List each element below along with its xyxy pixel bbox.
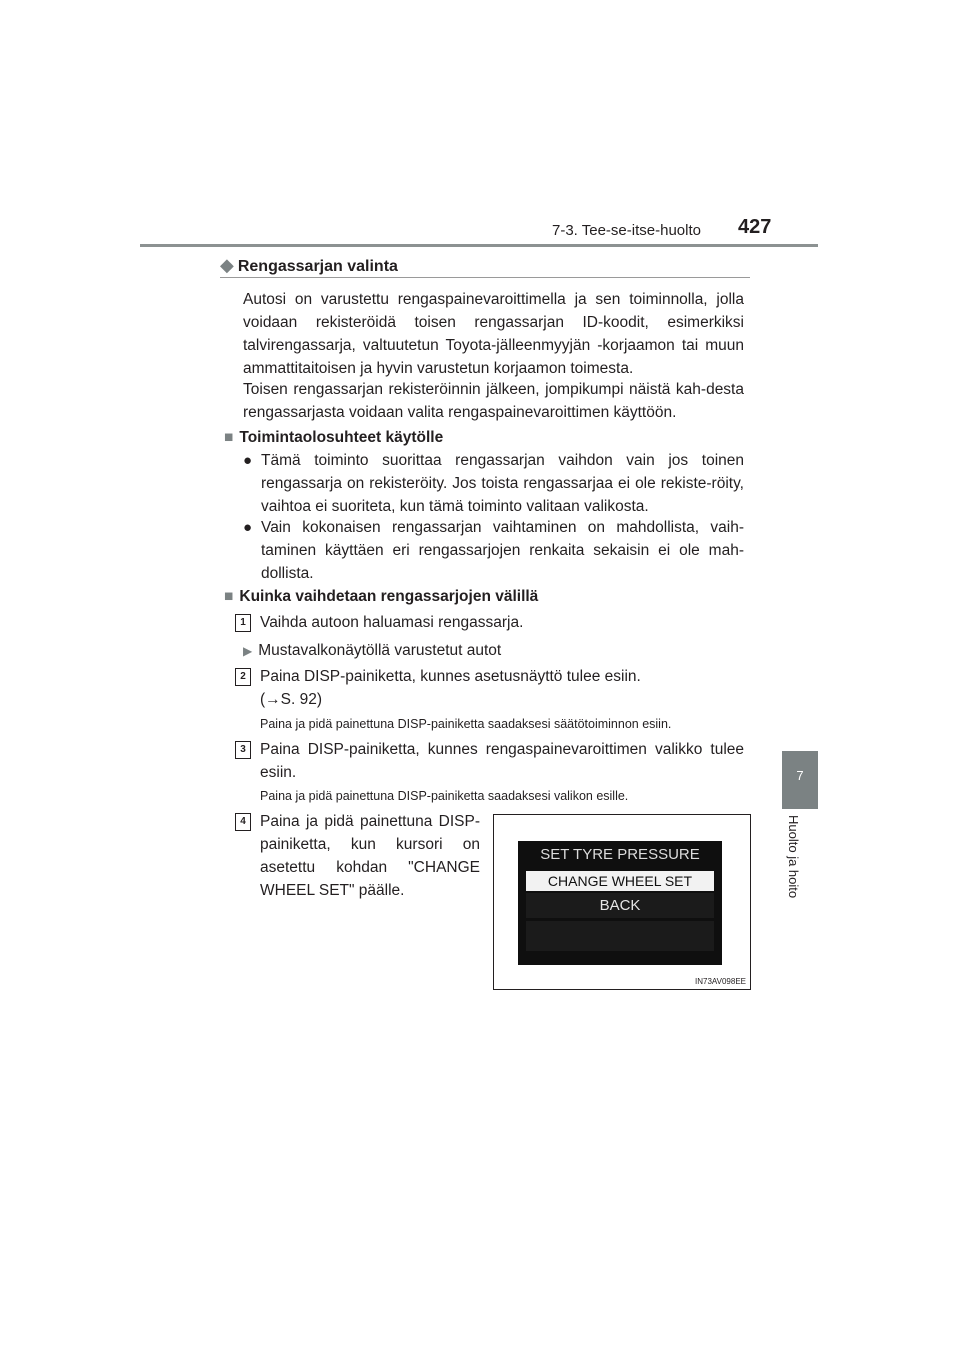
- list-item: [243, 449, 744, 518]
- menu-item-back: BACK: [599, 897, 641, 914]
- menu-item-set-tyre-pressure: SET TYRE PRESSURE: [540, 846, 700, 863]
- paragraph: Toisen rengassarjan rekisteröinnin jälkeen, jompikumpi näistä kah-desta rengassarjasta voidaan valita rengaspainevaroittimen käyttöön.: [243, 381, 744, 421]
- step-number: 4: [235, 813, 251, 831]
- page-reference: (→S. 92): [260, 691, 323, 708]
- step-number: 2: [235, 668, 251, 686]
- paragraph: Autosi on varustettu rengaspainevaroittimella ja sen toiminnolla, jolla voidaan rekisteröidä toisen rengassarjan ID-koodit, esimerkiksi talvirengassarja, valtuutetun Toyota-jälleenmyyjän -korjaamon tai muun ammattitaitoisen ja hyvin varustetun korjaamon toimesta.: [243, 291, 744, 377]
- bullet-dot-icon: ●: [243, 519, 253, 536]
- square-bullet-icon: ■: [224, 588, 234, 605]
- arrow-note-text: Mustavalkonäytöllä varustetut autot: [258, 642, 502, 659]
- section-rule: [220, 277, 750, 278]
- chapter-number: 7: [796, 768, 804, 783]
- page-number: 427: [738, 216, 772, 238]
- chapter-title: Huolto ja hoito: [786, 815, 801, 899]
- step-number: 1: [235, 614, 251, 632]
- multi-info-display: [518, 841, 722, 965]
- subheading: [224, 426, 443, 449]
- subheading-text: Toimintaolosuhteet käytölle: [239, 429, 444, 446]
- header-section-title: 7-3. Tee-se-itse-huolto: [552, 222, 701, 239]
- section-heading: [220, 255, 398, 276]
- arrow-note: [243, 639, 501, 663]
- step-number: 3: [235, 741, 251, 759]
- step-text: Paina DISP-painiketta, kunnes rengaspainevaroittimen valikko tulee esiin.: [260, 741, 744, 781]
- section-title: Rengassarjan valinta: [237, 258, 398, 275]
- step-text: Paina ja pidä painettuna DISP-painiketta, kun kursori on asetettu kohdan "CHANGE WHEEL SET" päälle.: [260, 813, 480, 899]
- diamond-icon: ◆: [220, 255, 234, 275]
- menu-item-change-wheel-set-selected: CHANGE WHEEL SET: [526, 871, 714, 891]
- list-item-text: Tämä toiminto suorittaa rengassarjan vaihdon vain jos toinen rengassarja on rekisteröity. Jos toista rengassarjaa ei ole rekiste-röity, vaihtoa ei suoriteta, kun tämä toiminto valitaan valikosta.: [261, 452, 744, 515]
- list-item: [243, 516, 744, 585]
- triangle-right-icon: ▶: [243, 644, 253, 658]
- step-text: Vaihda autoon haluamasi rengassarja.: [260, 614, 524, 631]
- step-note: Paina ja pidä painettuna DISP-painiketta saadaksesi valikon esille.: [260, 789, 629, 803]
- figure-code: IN73AV098EE: [695, 977, 746, 986]
- step-note: Paina ja pidä painettuna DISP-painiketta saadaksesi säätötoiminnon esiin.: [260, 717, 672, 731]
- bullet-dot-icon: ●: [243, 452, 253, 469]
- header-rule: [140, 244, 818, 247]
- square-bullet-icon: ■: [224, 429, 234, 446]
- step-text: Paina DISP-painiketta, kunnes asetusnäyttö tulee esiin.: [260, 668, 641, 685]
- subheading: [224, 585, 538, 608]
- menu-background-block: [526, 921, 714, 951]
- display-figure: [493, 814, 751, 990]
- list-item-text: Vain kokonaisen rengassarjan vaihtaminen on mahdollista, vaih-taminen käyttäen eri rengassarjojen renkaita sekaisin ei ole mah-dollista.: [261, 519, 744, 582]
- subheading-text: Kuinka vaihdetaan rengassarjojen välillä: [239, 588, 539, 605]
